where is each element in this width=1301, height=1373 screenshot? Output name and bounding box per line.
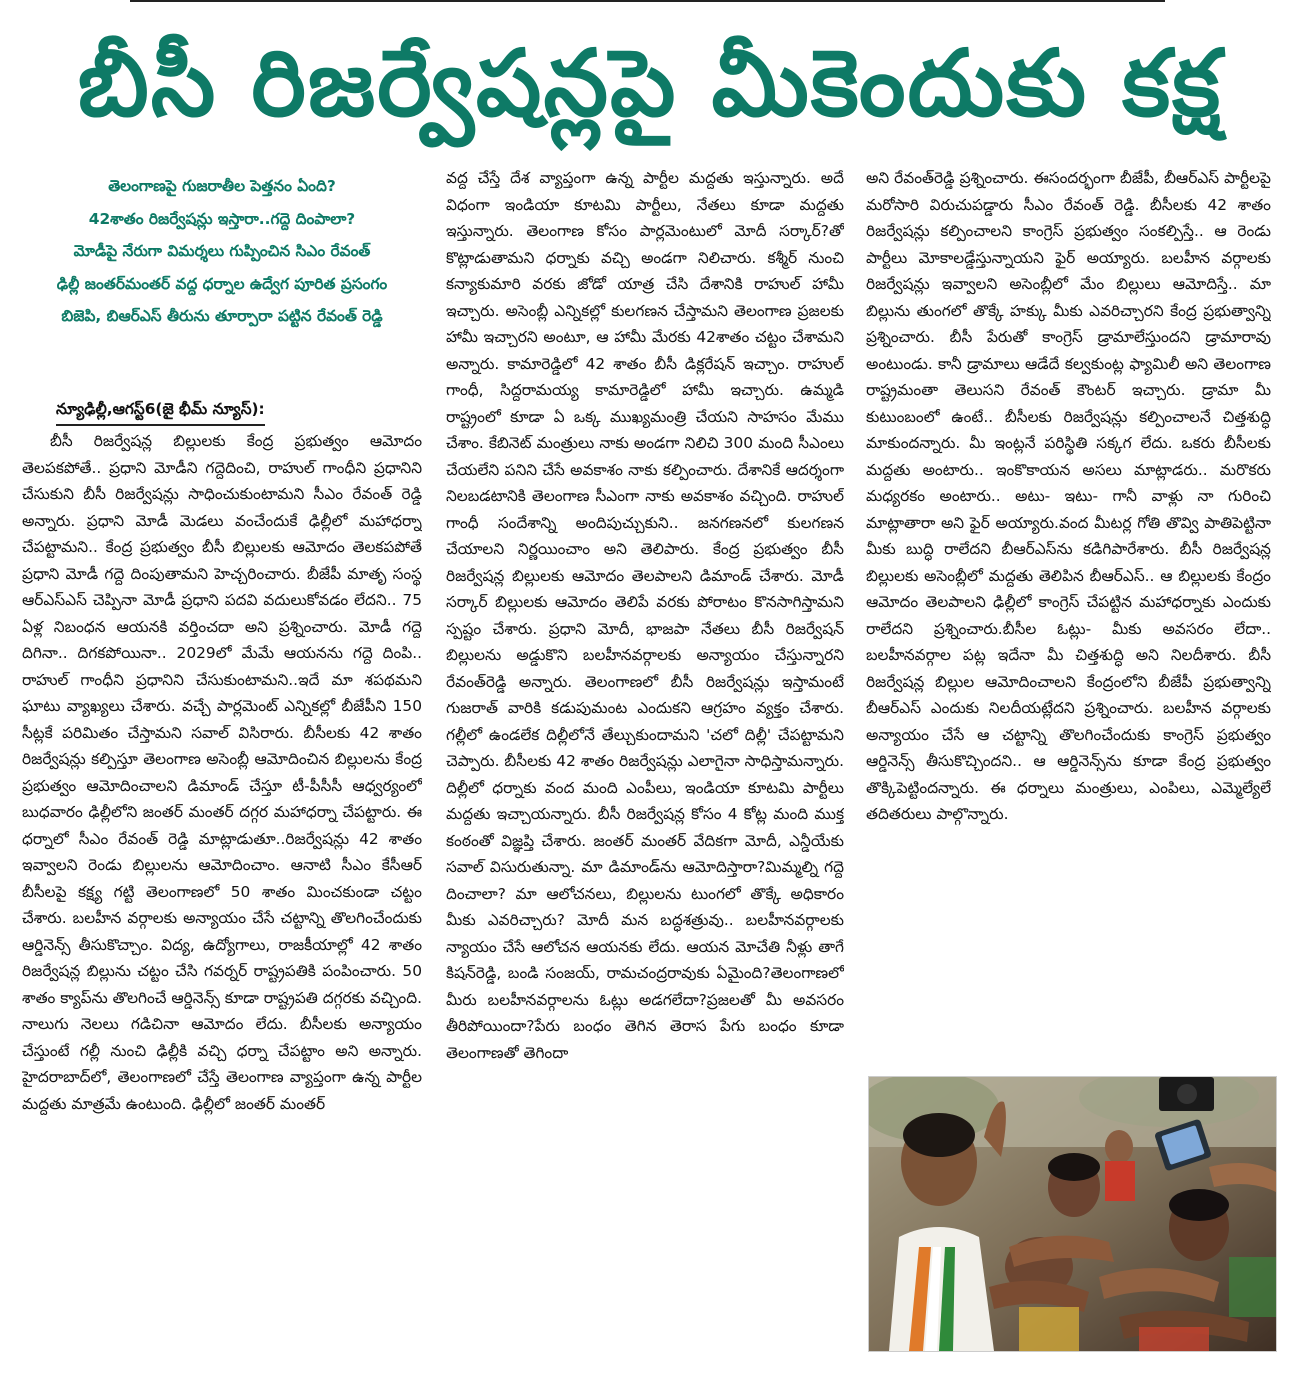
article-column-1 <box>22 428 422 1363</box>
article-text-col3: అని రేవంత్‌రెడ్డి ప్రశ్నించారు. ఈసందర్భంగా బీజేపీ, బీఆర్ఎస్ పార్టీలపై మరోసారి విరుచుపడ్డారు సీఎం రేవంత్ రెడ్డి. బీసీలకు 42 శాతం రిజర్వేషన్లు కల్పించాలని కాంగ్రెస్ ప్రభుత్వం సంకల్పిస్తే.. ఆ రెండు పార్టీలు మోకాలడ్డేస్తున్నాయని ఫైర్ అయ్యారు. బలహీన వర్గాలకు రిజర్వేషన్లు ఇవ్వాలని అసెంబ్లీలో మేం బిల్లులు ఆమోదిస్తే.. మా బిల్లును తుంగలో తొక్కే హక్కు మీకు ఎవరిచ్చారని కేంద్ర ప్రభుత్వాన్ని ప్రశ్నించారు. బీసీ పేరుతో కాంగ్రెస్ డ్రామాలేస్తుందని డ్రామారావు అంటుండు. కానీ డ్రామాలు ఆడేదే కల్వకుంట్ల ఫ్యామిలీ అని తెలంగాణ రాష్ట్రమంతా తెలుసని రేవంత్ కౌంటర్ ఇచ్చారు. డ్రామా మీ కుటుంబంలో ఉంటే.. బీసీలకు రిజర్వేషన్లు కల్పించాలనే చిత్తశుద్ధి మాకుందన్నారు. మీ ఇంట్లనే పరిస్థితి సక్కగ లేదు. ఒకరు బీసీలకు మద్దతు అంటారు.. ఇంకొకాయన అసలు మాట్లాడరు.. మరొకరు మధ్యరకం అంటారు.. అటు- ఇటు- గానీ వాళ్లు నా గురించి మాట్లాతారా అని ఫైర్ అయ్యారు.వంద మీటర్ల గోతి తొవ్వి పాతిపెట్టినా మీకు బుద్ధి రాలేదని బీఆర్ఎస్‌ను కడిగిపారేశారు. బీసీ రిజర్వేషన్ల బిల్లులకు అసెంబ్లీలో మద్దతు తెలిపిన బీఆర్ఎస్.. ఆ బిల్లులకు కేంద్రం ఆమోదం తెలపాలని ఢిల్లీలో కాంగ్రెస్ చేపట్టిన మహాధర్నాకు ఎందుకు రాలేదని ప్రశ్నించారు.బీసీల ఓట్లు- మీకు అవసరం లేదా.. బలహీనవర్గాల పట్ల ఇదేనా మీ చిత్తశుద్ధి అని నిలదీశారు. బీసీ రిజర్వేషన్ల బిల్లుల ఆమోదించాలని కేంద్రంలోని బీజేపీ ప్రభుత్వాన్ని బీఆర్ఎస్ ఎందుకు నిలదీయట్లేదని ప్రశ్నించారు. బలహీన వర్గాలకు అన్యాయం చేసే ఆ చట్టాన్ని తొలగించేందుకు కాంగ్రెస్ ప్రభుత్వం ఆర్డినెన్స్ తీసుకొచ్చిందని.. ఆ ఆర్డినెన్స్‌ను కూడా కేంద్ర ప్రభుత్వం తొక్కిపెట్టిందన్నారు. ఈ ధర్నాలు మంత్రులు, ఎంపిలు, ఎమ్మెల్యేలే తదితరులు పాల్గొన్నారు. <box>866 169 1271 823</box>
news-photo <box>868 1076 1277 1352</box>
subhead-3: మోడీపై నేరుగా విమర్శలు గుప్పించిన సిఎం రేవంత్ <box>73 242 371 260</box>
article-column-2 <box>446 165 844 1360</box>
article-text-col2: వద్ద చేస్తే దేశ వ్యాప్తంగా ఉన్న పార్టీల మద్దతు ఇస్తున్నారు. అదే విధంగా ఇండియా కూటమి పార్టీలు, నేతలు కూడా మద్దతు ఇస్తున్నారు. తెలంగాణ కోసం పార్లమెంటులో మోదీ సర్కార్?తో కొట్లాడుతామని ధర్నాకు వచ్చి అండగా నిలిచారు. కశ్మీర్ నుంచి కన్యాకుమారి వరకు జోడో యాత్ర చేసి దేశానికి రాహుల్ హామీ ఇచ్చారు. అసెంబ్లీ ఎన్నికల్లో కులగణన చేస్తామని తెలంగాణ ప్రజలకు హామీ ఇచ్చారని అంటూ, ఆ హామీ మేరకు 42శాతం చట్టం చేశామని అన్నారు. కామారెడ్డిలో 42 శాతం బీసీ డిక్లరేషన్ ఇచ్చాం. రాహుల్ గాంధీ, సిద్దరామయ్య కామారెడ్డిలో హామీ ఇచ్చారు. ఉమ్మడి రాష్ట్రంలో కూడా ఏ ఒక్క ముఖ్యమంత్రి చేయని సాహసం మేము చేశాం. కేబినెట్ మంత్రులు నాకు అండగా నిలిచి 300 మంది సీఎంలు చేయలేని పనిని చేసే అవకాశం నాకు కల్పించారు. దేశానికే ఆదర్శంగా నిలబడటానికి తెలంగాణ సీఎంగా నాకు అవకాశం వచ్చింది. రాహుల్ గాంధీ సందేశాన్ని అందిపుచ్చుకుని.. జనగణనలో కులగణన చేయాలని నిర్ణయించాం అని తెలిపారు. కేంద్ర ప్రభుత్వం బీసీ రిజర్వేషన్ల బిల్లులకు ఆమోదం తెలపాలని డిమాండ్ చేశారు. మోడీ సర్కార్ బిల్లులకు ఆమోదం తెలిపే వరకు పోరాటం కొనసాగిస్తామని స్పష్టం చేశారు. ప్రధాని మోదీ, భాజపా నేతలు బీసీ రిజర్వేషన్ బిల్లులను అడ్డుకొని బలహీనవర్గాలకు అన్యాయం చేస్తున్నారని రేవంత్‌రెడ్డి అన్నారు. తెలంగాణలో బీసీ రిజర్వేషన్లు ఇస్తామంటే గుజరాత్ వారికి కడుపుమంట ఎందుకని ఆగ్రహం వ్యక్తం చేశారు. గల్లీలో ఉండలేక దిల్లీలోనే తేల్చుకుందామని 'చలో దిల్లీ' చేపట్టామని చెప్పారు. బీసీలకు 42 శాతం రిజర్వేషన్లు ఎలాగైనా సాధిస్తామన్నారు. దిల్లీలో ధర్నాకు వంద మంది ఎంపీలు, ఇండియా కూటమి పార్టీలు మద్దతు ఇచ్చాయన్నారు. బీసీ రిజర్వేషన్ల కోసం 4 కోట్ల మంది ముక్త కంఠంతో విజ్ఞప్తి చేశారు. జంతర్ మంతర్ వేదికగా మోదీ, ఎన్డీయేకు సవాల్ విసురుతున్నా. మా డిమాండ్‌ను ఆమోదిస్తారా?మిమ్మల్ని గద్దె దించాలా? మా ఆలోచనలు, బిల్లులను టుంగలో తొక్కే అధికారం మీకు ఎవరిచ్చారు? మోదీ మన బద్ధశత్రువు.. బలహీనవర్గాలకు న్యాయం చేసే ఆలోచన ఆయనకు లేదు. ఆయన మోచేతి నీళ్లు తాగే కిషన్‌రెడ్డి, బండి సంజయ్, రామచంద్రరావుకు ఏమైంది?తెలంగాణలో మీరు బలహీనవర్గాలను ఓట్లు అడగలేదా?ప్రజలతో మీ అవసరం తీరిపోయిందా?పేరు బంధం తెగిన తెరాస పేగు బంధం కూడా తెలంగాణతో తెగిందా <box>446 169 844 1062</box>
subheads <box>22 170 422 333</box>
headline: బీసీ రిజర్వేషన్లపై మీకెందుకు కక్ష <box>77 30 1223 137</box>
crowd-photo-illustration <box>869 1077 1276 1351</box>
subhead-1: తెలంగాణపై గుజరాతీల పెత్తనం ఏంది? <box>108 177 336 195</box>
dateline: న్యూఢిల్లీ,ఆగస్ట్6(జై భీమ్ న్యూస్): <box>56 396 265 426</box>
subhead-4: ఢిల్లీ జంతర్‌మంతర్ వద్ద ధర్నాల ఉద్వేగ పూరిత ప్రసంగం <box>56 274 388 293</box>
article-column-3 <box>866 165 1271 1065</box>
top-rule <box>130 0 1165 2</box>
article-text-col1: బీసీ రిజర్వేషన్ల బిల్లులకు కేంద్ర ప్రభుత్వం ఆమోదం తెలపకపోతే.. ప్రధాని మోడీని గద్దెదించి, రాహుల్ గాంధీని ప్రధానిని చేసుకుని బీసీ రిజర్వేషన్లు సాధించుకుంటామని సీఎం రేవంత్ రెడ్డి అన్నారు. ప్రధాని మోడీ మెడలు వంచేందుకే ఢిల్లీలో మహాధర్నా చేపట్టామని.. కేంద్ర ప్రభుత్వం బీసీ బిల్లులకు ఆమోదం తెలకపపోతే ప్రధాని మోడీ గద్దె దింపుతామని హెచ్చరించారు. బీజేపీ మాతృ సంస్థ ఆర్ఎస్ఎస్ చెప్పినా మోడీ ప్రధాని పదవి వదులుకోవడం లేదని.. 75 ఏళ్ల నిబంధన ఆయనకి వర్తించదా అని ప్రశ్నించారు. మోడీ గద్దె దిగినా.. దిగకపోయినా.. 2029లో మేమే ఆయనను గద్దె దింపి.. రాహుల్ గాంధీని ప్రధానిని చేసుకుంటామని..ఇదే మా శపథమని ఘాటు వ్యాఖ్యలు చేశారు. వచ్చే పార్లమెంట్ ఎన్నికల్లో బీజేపీని 150 సీట్లకే పరిమితం చేస్తామని సవాల్ విసిరారు. బీసీలకు 42 శాతం రిజర్వేషన్లు కల్పిస్తూ తెలంగాణ అసెంబ్లీ ఆమోదించిన బిల్లులను కేంద్ర ప్రభుత్వం ఆమోదించాలని డిమాండ్ చేస్తూ టీ-పీసీసీ ఆధ్వర్యంలో బుధవారం ఢిల్లీలోని జంతర్ మంతర్ దగ్గర మహాధర్నా చేపట్టారు. ఈ ధర్నాలో సీఎం రేవంత్ రెడ్డి మాట్లాడుతూ..రిజర్వేషన్లు 42 శాతం ఇవ్వాలని రెండు బిల్లులను ఆమోదించాం. ఆనాటి సీఎం కేసీఆర్ బీసీలపై కక్ష్య గట్టి తెలంగాణలో 50 శాతం మించకుండా చట్టం చేశారు. బలహీన వర్గాలకు అన్యాయం చేసే చట్టాన్ని తొలగించేందుకు ఆర్డినెన్స్ తీసుకొచ్చాం. విద్య, ఉద్యోగాలు, రాజకీయాల్లో 42 శాతం రిజర్వేషన్ల బిల్లును చట్టం చేసి గవర్నర్ రాష్ట్రపతికి పంపించారు. 50 శాతం క్యాప్‌ను తొలగించే ఆర్డినెన్స్ కూడా రాష్ట్రపతి దగ్గరకు వచ్చింది. నాలుగు నెలలు గడిచినా ఆమోదం లేదు. బీసీలకు అన్యాయం చేస్తుంటే గల్లీ నుంచి ఢిల్లీకి వచ్చి ధర్నా చేపట్టాం అని అన్నారు. హైదరాబాద్‌లో, తెలంగాణలో చేస్తే తెలంగాణ వ్యాప్తంగా ఉన్న పార్టీల మద్దతు మాత్రమే ఉంటుంది. ఢిల్లీలో జంతర్ మంతర్ <box>22 432 422 1113</box>
subhead-2: 42శాతం రిజర్వేషన్లు ఇస్తారా..గద్దె దింపాలా? <box>88 209 356 228</box>
column-1-header <box>22 170 422 333</box>
subhead-5: బిజెపి, బిఆర్‌ఎస్ తీరును తూర్పారా పట్టిన రేవంత్ రెడ్డి <box>61 307 383 325</box>
